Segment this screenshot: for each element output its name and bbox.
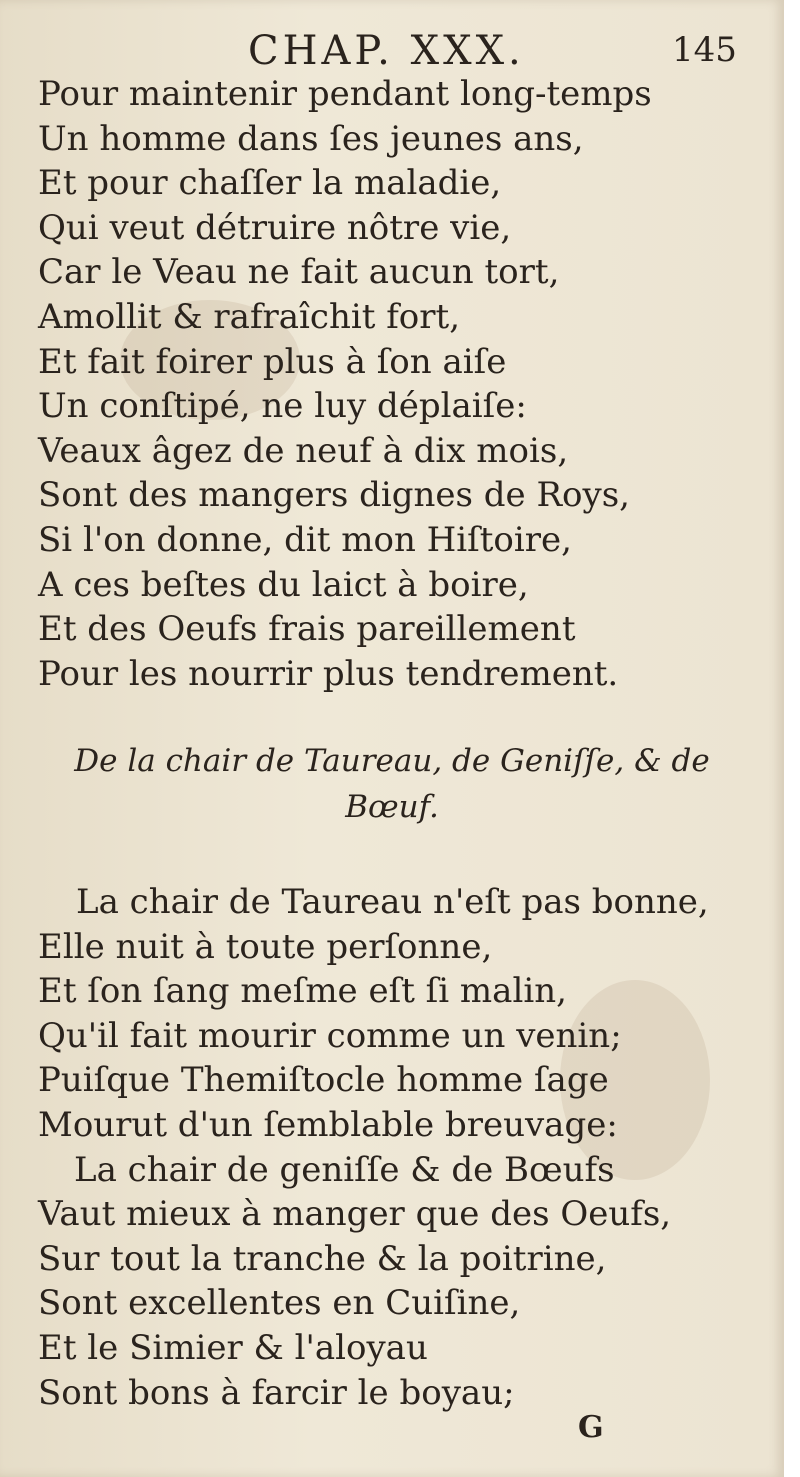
verse-line: Sont des mangers dignes de Roys, bbox=[38, 475, 630, 516]
verse-line: Et des Oeufs frais pareillement bbox=[38, 609, 576, 650]
verse-line: Pour les nourrir plus tendrement. bbox=[38, 653, 619, 694]
verse-line: Puiſque Themiſtocle homme ſage bbox=[38, 1060, 609, 1101]
section-heading-line-2: Bœuf. bbox=[345, 789, 439, 825]
verse-line: Veaux âgez de neuf à dix mois, bbox=[38, 430, 569, 471]
verse-line: La chair de geniſſe & de Bœufs bbox=[74, 1149, 615, 1190]
running-head: CHAP. XXX. bbox=[248, 28, 525, 74]
verse-line: Qui veut détruire nôtre vie, bbox=[38, 207, 512, 248]
verse-line: Qu'il fait mourir comme un venin; bbox=[38, 1015, 622, 1056]
verse-line: Sont excellentes en Cuiſine, bbox=[38, 1283, 521, 1324]
verse-line: Sont bons à farcir le boyau; bbox=[38, 1372, 515, 1413]
stanza-2 bbox=[38, 880, 758, 1415]
catchword: G bbox=[578, 1410, 604, 1445]
verse-line: Si l'on donne, dit mon Hiſtoire, bbox=[38, 519, 572, 560]
verse-line: Car le Veau ne fait aucun tort, bbox=[38, 252, 560, 293]
verse-line: Et ſon ſang meſme eſt ſi malin, bbox=[38, 971, 567, 1012]
verse-line: A ces beſtes du laict à boire, bbox=[38, 564, 529, 605]
section-heading bbox=[0, 738, 784, 830]
verse-line: La chair de Taureau n'eſt pas bonne, bbox=[76, 882, 709, 922]
verse-line: Et fait foirer plus à ſon aiſe bbox=[38, 341, 507, 382]
verse-line: Vaut mieux à manger que des Oeufs, bbox=[38, 1194, 672, 1235]
verse-line: Et pour chaſſer la maladie, bbox=[38, 163, 502, 204]
section-heading-line-1: De la chair de Taureau, de Geniſſe, & de bbox=[74, 743, 710, 779]
verse-line: Un homme dans ſes jeunes ans, bbox=[38, 118, 584, 159]
page-edge bbox=[784, 0, 800, 1477]
verse-line: Et le Simier & l'aloyau bbox=[38, 1327, 428, 1368]
stanza-1 bbox=[38, 72, 758, 696]
verse-line: Mourut d'un ſemblable breuvage: bbox=[38, 1104, 618, 1145]
verse-line: Pour maintenir pendant long-temps bbox=[38, 74, 652, 114]
verse-line: Amollit & rafraîchit fort, bbox=[38, 296, 460, 337]
verse-line: Un conſtipé, ne luy déplaiſe: bbox=[38, 386, 527, 427]
verse-line: Elle nuit à toute perſonne, bbox=[38, 926, 493, 967]
verse-line: Sur tout la tranche & la poitrine, bbox=[38, 1238, 607, 1279]
page-number: 145 bbox=[672, 30, 737, 70]
